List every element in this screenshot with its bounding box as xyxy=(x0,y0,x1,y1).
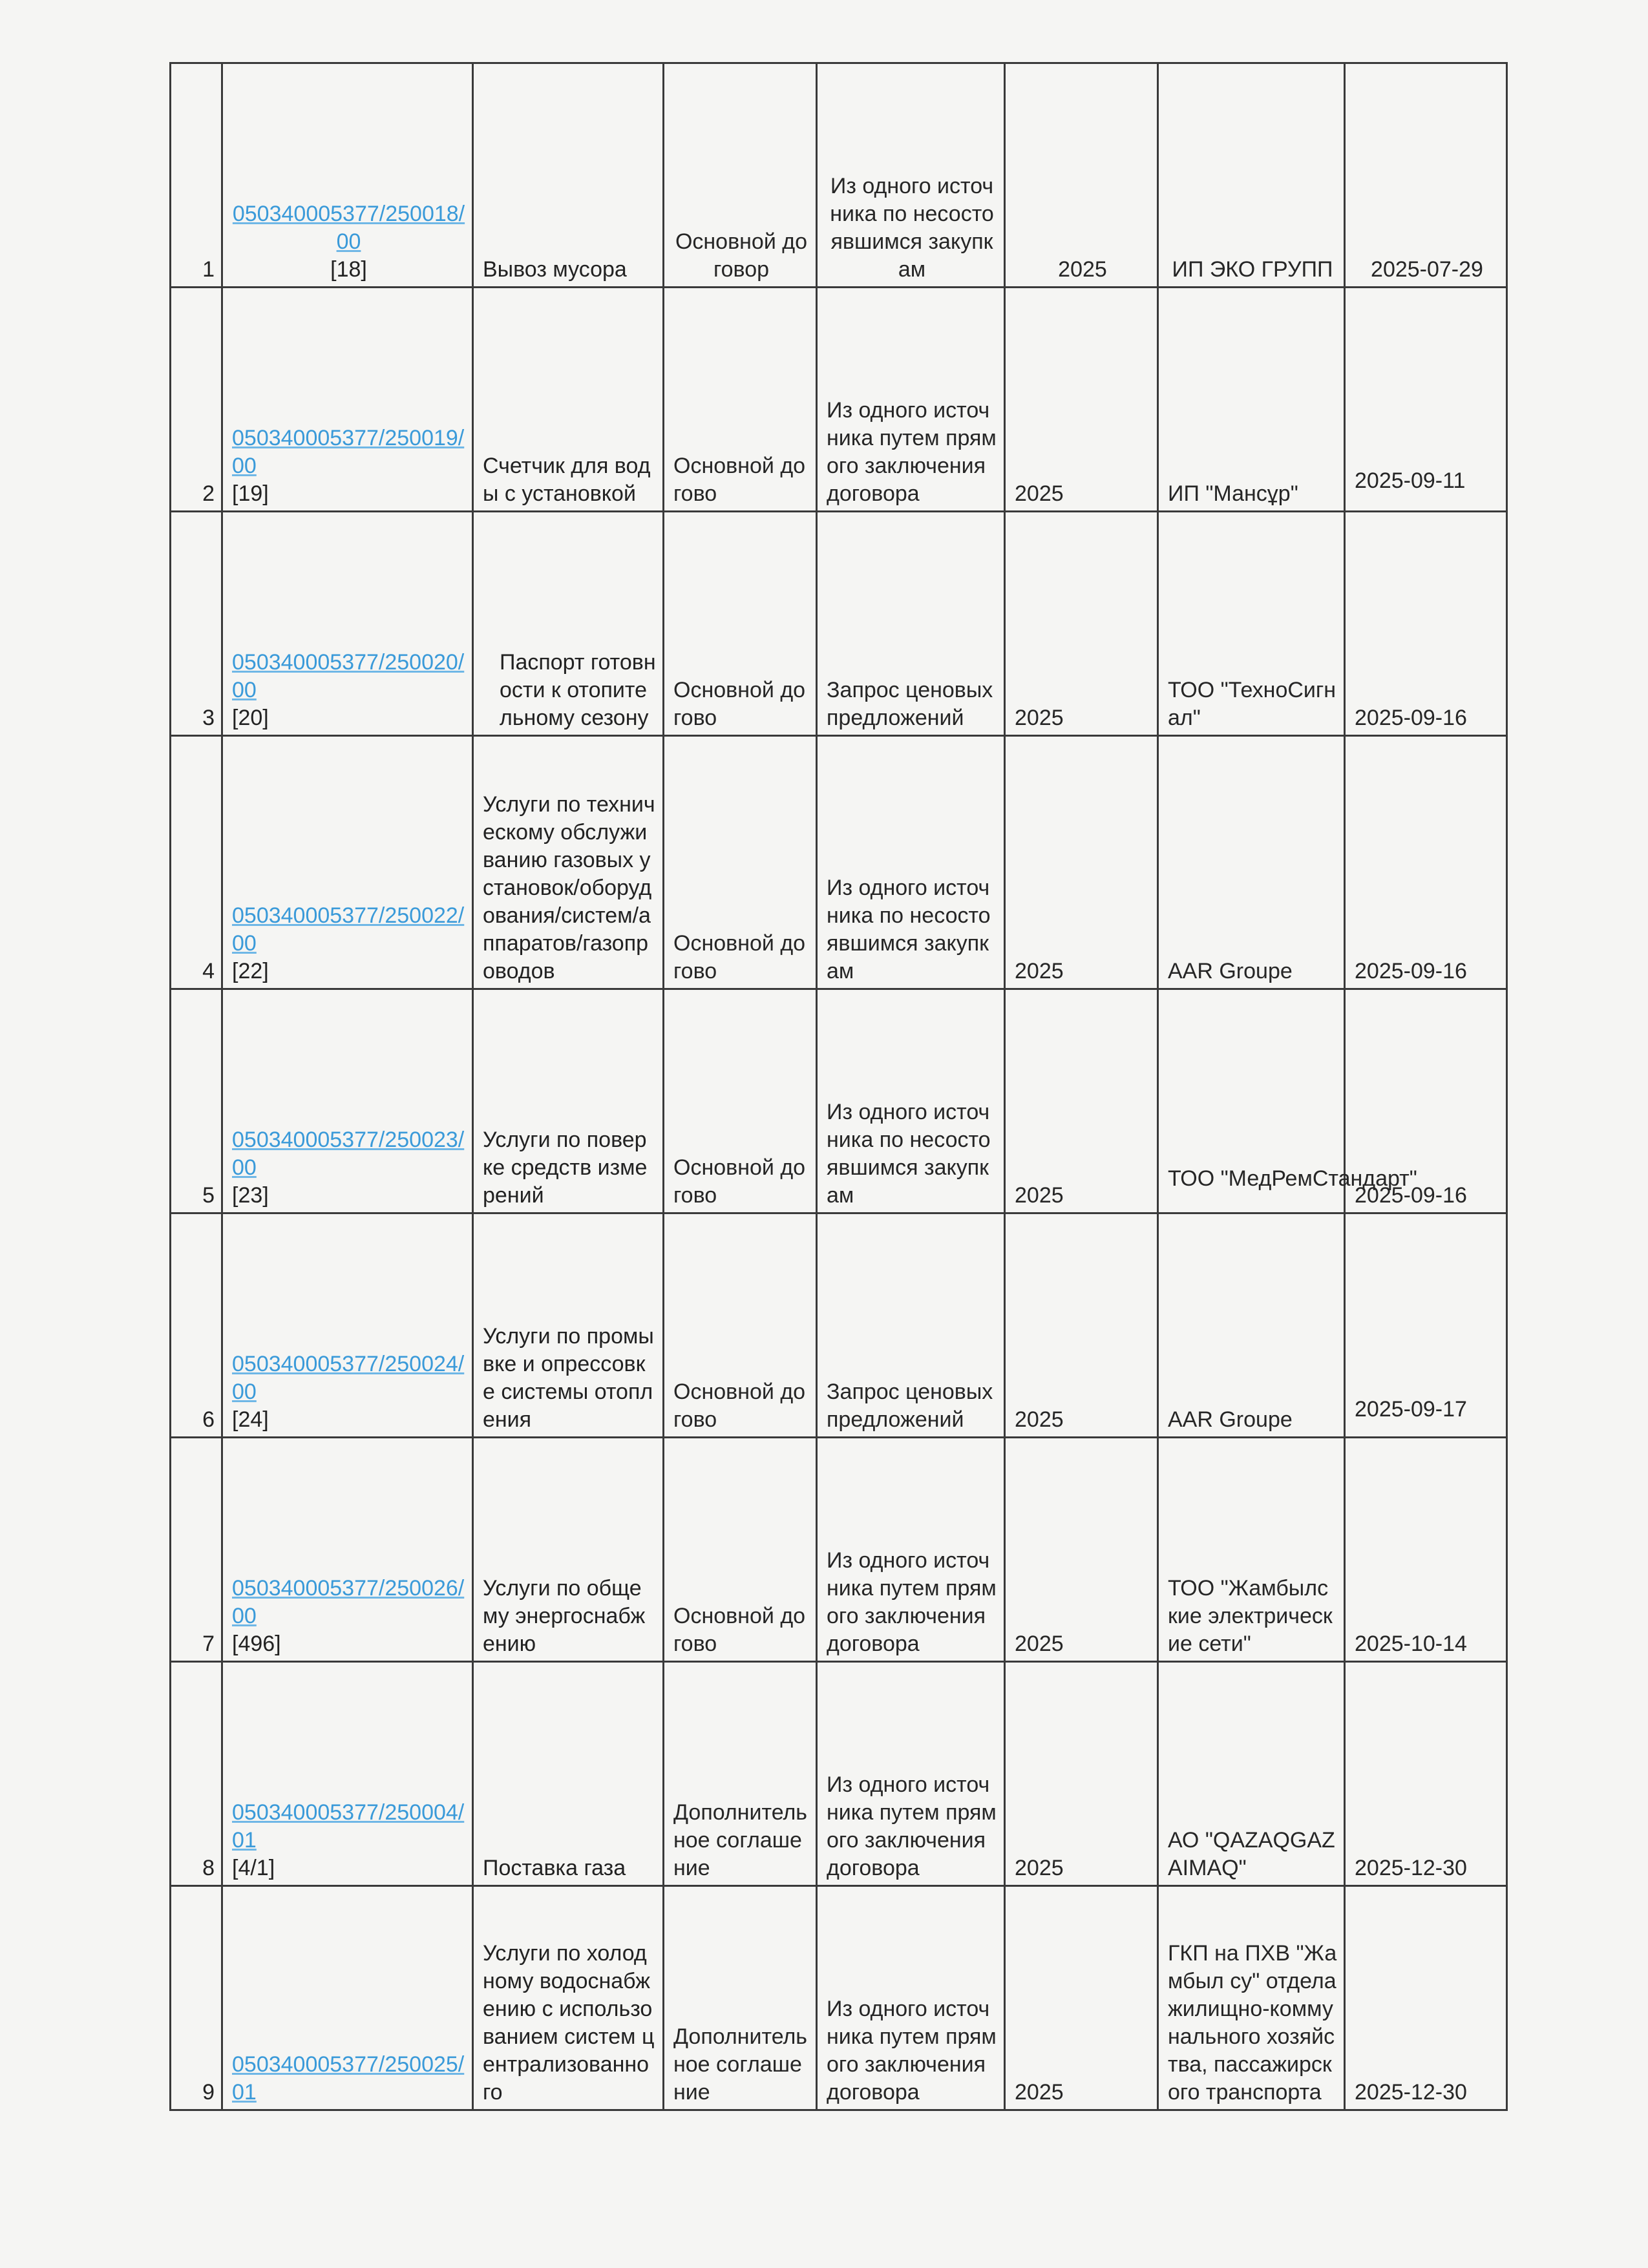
contract-ref: [4/1] xyxy=(232,1856,275,1880)
contract-type-cell: Основной догово xyxy=(664,736,817,989)
year-cell: 2025 xyxy=(1005,1213,1158,1438)
supplier-cell: ИП "Мансұр" xyxy=(1158,288,1345,512)
row-number: 2 xyxy=(171,288,222,512)
year-cell: 2025 xyxy=(1005,1438,1158,1662)
subject-cell: Паспорт готовности к отопительному сезону xyxy=(473,512,664,736)
supplier-cell: AAR Groupe xyxy=(1158,1213,1345,1438)
date-cell: 2025-10-14 xyxy=(1345,1438,1507,1662)
date-cell: 2025-09-11 xyxy=(1345,288,1507,512)
date-cell: 2025-09-16 xyxy=(1345,989,1507,1213)
date-cell: 2025-12-30 xyxy=(1345,1886,1507,2110)
subject-cell: Услуги по техническому обслуживанию газовых установок/оборудования/систем/аппаратов/газопроводов xyxy=(473,736,664,989)
contract-link[interactable]: 050340005377/250025/01 xyxy=(232,2052,465,2105)
contract-ref: [20] xyxy=(232,706,269,730)
year-cell: 2025 xyxy=(1005,736,1158,989)
year-cell: 2025 xyxy=(1005,989,1158,1213)
contract-type-cell: Основной договор xyxy=(664,63,817,288)
year-cell: 2025 xyxy=(1005,512,1158,736)
contract-code-cell xyxy=(222,1662,473,1886)
row-number: 7 xyxy=(171,1438,222,1662)
supplier-cell: АО "QAZAQGAZ AIMAQ" xyxy=(1158,1662,1345,1886)
procurement-method-cell: Из одного источника по несостоявшимся закупкам xyxy=(817,736,1005,989)
table-row xyxy=(171,512,1507,736)
contract-code-cell xyxy=(222,1213,473,1438)
table-row xyxy=(171,736,1507,989)
contract-code-cell xyxy=(222,1886,473,2110)
contract-ref: [24] xyxy=(232,1407,269,1432)
contract-type-cell: Основной догово xyxy=(664,989,817,1213)
contract-type-cell: Основной догово xyxy=(664,1438,817,1662)
row-number: 9 xyxy=(171,1886,222,2110)
contract-type-cell: Дополнительное соглашение xyxy=(664,1886,817,2110)
contract-link[interactable]: 050340005377/250023/00 xyxy=(232,1128,465,1180)
procurement-method-cell: Из одного источника путем прямого заключения договора xyxy=(817,1662,1005,1886)
contract-code-cell xyxy=(222,288,473,512)
table-row xyxy=(171,1886,1507,2110)
row-number: 5 xyxy=(171,989,222,1213)
subject-cell: Услуги по промывке и опрессовке системы отопления xyxy=(473,1213,664,1438)
table-row xyxy=(171,1662,1507,1886)
table-row xyxy=(171,288,1507,512)
supplier-cell: ГКП на ПХВ "Жамбыл су" отдела жилищно-коммунального хозяйства, пассажирского транспорта xyxy=(1158,1886,1345,2110)
contract-ref: [22] xyxy=(232,959,269,983)
contract-link[interactable]: 050340005377/250020/00 xyxy=(232,650,465,702)
procurement-method-cell: Запрос ценовых предложений xyxy=(817,1213,1005,1438)
contracts-table xyxy=(169,62,1508,2111)
procurement-method-cell: Запрос ценовых предложений xyxy=(817,512,1005,736)
table-row xyxy=(171,63,1507,288)
contract-ref: [496] xyxy=(232,1632,281,1656)
contract-link[interactable]: 050340005377/250018/00 xyxy=(232,202,465,254)
row-number: 6 xyxy=(171,1213,222,1438)
procurement-method-cell: Из одного источника по несостоявшимся закупкам xyxy=(817,989,1005,1213)
subject-cell: Услуги по общему энергоснабжению xyxy=(473,1438,664,1662)
year-cell: 2025 xyxy=(1005,288,1158,512)
procurement-method-cell: Из одного источника путем прямого заключения договора xyxy=(817,288,1005,512)
subject-cell: Поставка газа xyxy=(473,1662,664,1886)
subject-cell: Услуги по холодному водоснабжению с использованием систем централизованного xyxy=(473,1886,664,2110)
contract-type-cell: Основной догово xyxy=(664,1213,817,1438)
procurement-method-cell: Из одного источника путем прямого заключения договора xyxy=(817,1438,1005,1662)
date-cell: 2025-09-16 xyxy=(1345,736,1507,989)
contract-link[interactable]: 050340005377/250022/00 xyxy=(232,903,465,956)
contract-type-cell: Дополнительное соглашение xyxy=(664,1662,817,1886)
contract-ref: [18] xyxy=(330,257,367,282)
date-cell: 2025-12-30 xyxy=(1345,1662,1507,1886)
contract-code-cell xyxy=(222,989,473,1213)
procurement-method-cell: Из одного источника путем прямого заключения договора xyxy=(817,1886,1005,2110)
subject-cell: Счетчик для воды с установкой xyxy=(473,288,664,512)
date-cell: 2025-09-16 xyxy=(1345,512,1507,736)
subject-cell: Услуги по поверке средств измерений xyxy=(473,989,664,1213)
contract-type-cell: Основной догово xyxy=(664,512,817,736)
supplier-cell: ТОО "Жамбылские электрические сети" xyxy=(1158,1438,1345,1662)
supplier-cell: ТОО "ТехноСигнал" xyxy=(1158,512,1345,736)
contract-link[interactable]: 050340005377/250024/00 xyxy=(232,1352,465,1404)
table-row xyxy=(171,1438,1507,1662)
table-row xyxy=(171,989,1507,1213)
year-cell: 2025 xyxy=(1005,1662,1158,1886)
contract-link[interactable]: 050340005377/250026/00 xyxy=(232,1576,465,1628)
year-cell: 2025 xyxy=(1005,1886,1158,2110)
contract-code-cell xyxy=(222,63,473,288)
contract-type-cell: Основной догово xyxy=(664,288,817,512)
row-number: 1 xyxy=(171,63,222,288)
table-row xyxy=(171,1213,1507,1438)
contract-code-cell xyxy=(222,512,473,736)
row-number: 3 xyxy=(171,512,222,736)
date-cell: 2025-09-17 xyxy=(1345,1213,1507,1438)
supplier-cell: AAR Groupe xyxy=(1158,736,1345,989)
contract-link[interactable]: 050340005377/250004/01 xyxy=(232,1800,465,1853)
contract-link[interactable]: 050340005377/250019/00 xyxy=(232,426,465,478)
supplier-cell: ИП ЭКО ГРУПП xyxy=(1158,63,1345,288)
year-cell: 2025 xyxy=(1005,63,1158,288)
contract-code-cell xyxy=(222,1438,473,1662)
row-number: 8 xyxy=(171,1662,222,1886)
date-cell: 2025-07-29 xyxy=(1345,63,1507,288)
contract-ref: [19] xyxy=(232,481,269,506)
contract-ref: [23] xyxy=(232,1183,269,1208)
procurement-method-cell: Из одного источника по несостоявшимся закупкам xyxy=(817,63,1005,288)
subject-cell: Вывоз мусора xyxy=(473,63,664,288)
contract-code-cell xyxy=(222,736,473,989)
supplier-cell: ТОО "МедРемСтандарт" xyxy=(1158,989,1345,1213)
row-number: 4 xyxy=(171,736,222,989)
